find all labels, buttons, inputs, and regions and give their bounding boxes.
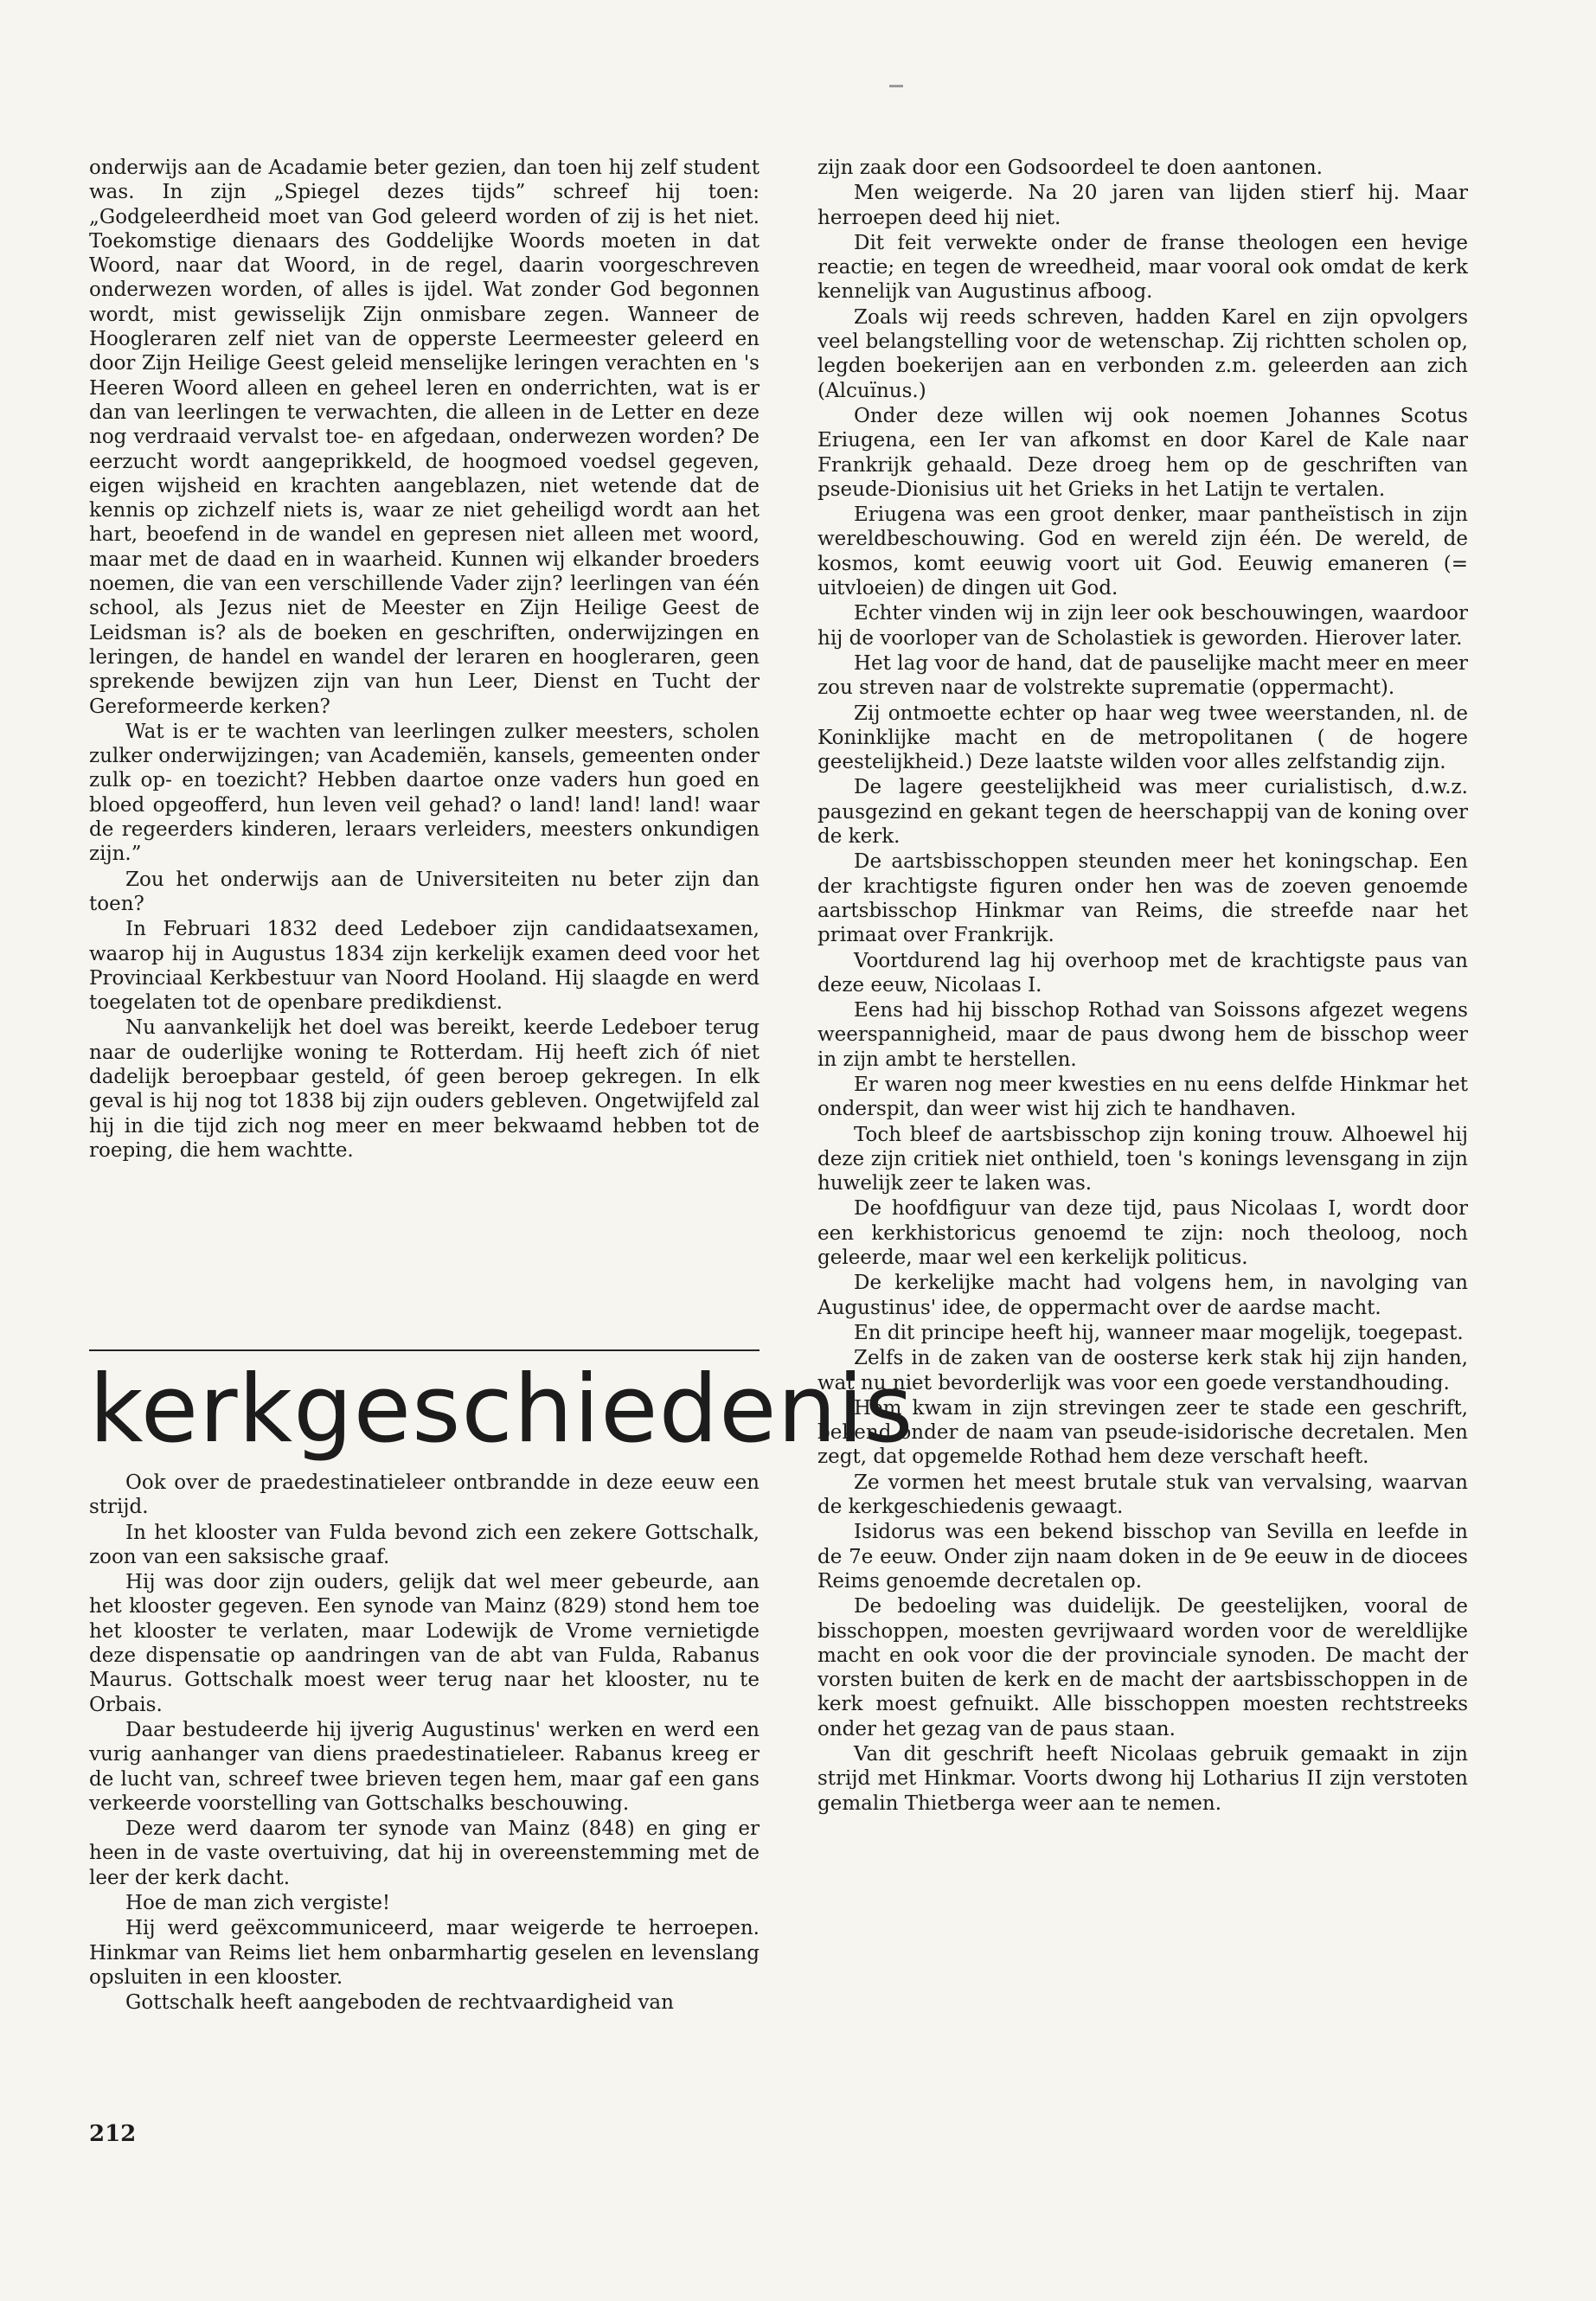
paragraph: Nu aanvankelijk het doel was bereikt, keerde Ledeboer terug naar de ouderlijke woning te Rotterdam. Hij heeft zich óf niet dadelijk beroepbaar gesteld, óf geen beroep gekregen. In elk geval is hij nog tot 1838 bij zijn ouders gebleven. Ongetwijfeld zal hij in die tijd zich nog meer en meer bekwaamd hebben tot de roeping, die hem wachtte. — [89, 1016, 760, 1162]
left-column-bottom — [89, 1471, 760, 2016]
paragraph: Er waren nog meer kwesties en nu eens delfde Hinkmar het onderspit, dan weer wist hij zich te handhaven. — [817, 1073, 1468, 1121]
paragraph: Isidorus was een bekend bisschop van Sevilla en leefde in de 7e eeuw. Onder zijn naam doken in de 9e eeuw in de diocees Reims genoemde decretalen op. — [817, 1521, 1468, 1593]
paragraph: Eriugena was een groot denker, maar pantheïstisch in zijn wereldbeschouwing. God en wereld zijn één. De wereld, de kosmos, komt eeuwig voort uit God. Eeuwig emaneren (= uitvloeien) de dingen uit God. — [817, 503, 1468, 600]
paragraph: Hij werd geëxcommuniceerd, maar weigerde te herroepen. Hinkmar van Reims liet hem onbarmhartig geselen en levenslang opsluiten in een klooster. — [89, 1917, 760, 1989]
page-number: 212 — [89, 2121, 137, 2147]
paragraph: Wat is er te wachten van leerlingen zulker meesters, scholen zulker onderwijzingen; van Academiën, kansels, gemeenten onder zulk op- en toezicht? Hebben daartoe onze vaders hun goed en bloed opgeofferd, hun leven veil gehad? o land! land! land! waar de regeerders kinderen, leraars verleiders, meesters onkundigen zijn.” — [89, 720, 760, 866]
paragraph: Eens had hij bisschop Rothad van Soissons afgezet wegens weerspannigheid, maar de paus dwong hem de bisschop weer in zijn ambt te herstellen. — [817, 999, 1468, 1071]
page-mark — [889, 85, 903, 87]
paragraph: Daar bestudeerde hij ijverig Augustinus' werken en werd een vurig aanhanger van diens praedestinatieleer. Rabanus kreeg er de lucht van, schreef twee brieven tegen hem, maar gaf een gans verkeerde voorstelling van Gottschalks beschouwing. — [89, 1718, 760, 1815]
paragraph: Deze werd daarom ter synode van Mainz (848) en ging er heen in de vaste overtuiving, dat hij in overeenstemming met de leer der kerk dacht. — [89, 1817, 760, 1889]
paragraph: Hem kwam in zijn strevingen zeer te stade een geschrift, bekend onder de naam van pseude-isidorische decretalen. Men zegt, dat opgemelde Rothad hem deze verschaft heeft. — [817, 1396, 1468, 1469]
paragraph: In Februari 1832 deed Ledeboer zijn candidaatsexamen, waarop hij in Augustus 1834 zijn kerkelijk examen deed voor het Provinciaal Kerkbestuur van Noord Hooland. Hij slaagde en werd toegelaten tot de openbare predikdienst. — [89, 918, 760, 1015]
paragraph: Ook over de praedestinatieleer ontbrandde in deze eeuw een strijd. — [89, 1471, 760, 1519]
paragraph: Toch bleef de aartsbisschop zijn koning trouw. Alhoewel hij deze zijn critiek niet onthield, toen 's konings levensgang in zijn huwelijk zeer te laken was. — [817, 1123, 1468, 1195]
paragraph: Dit feit verwekte onder de franse theologen een hevige reactie; en tegen de wreedheid, maar vooral ook omdat de kerk kennelijk van Augustinus afboog. — [817, 231, 1468, 304]
right-column — [817, 156, 1468, 1817]
paragraph: Men weigerde. Na 20 jaren van lijden stierf hij. Maar herroepen deed hij niet. — [817, 182, 1468, 229]
paragraph: De hoofdfiguur van deze tijd, paus Nicolaas I, wordt door een kerkhistoricus genoemd te zijn: noch theoloog, noch geleerde, maar wel een kerkelijk politicus. — [817, 1197, 1468, 1270]
paragraph: Hij was door zijn ouders, gelijk dat wel meer gebeurde, aan het klooster gegeven. Een synode van Mainz (829) stond hem toe het klooster te verlaten, maar Lodewijk de Vrome vernietigde deze dispensatie op aandringen van de abt van Fulda, Rabanus Maurus. Gottschalk moest weer terug naar het klooster, nu te Orbais. — [89, 1571, 760, 1716]
paragraph: Gottschalk heeft aangeboden de rechtvaardigheid van — [125, 1991, 674, 2015]
paragraph: Ze vormen het meest brutale stuk van vervalsing, waarvan de kerkgeschiedenis gewaagt. — [817, 1471, 1468, 1519]
paragraph: De bedoeling was duidelijk. De geestelijken, vooral de bisschoppen, moesten gevrijwaard worden voor de wereldlijke macht en ook voor die der provinciale synoden. De macht der vorsten buiten de kerk en de macht der aartsbisschoppen in de kerk moest gefnuikt. Alle bisschoppen moesten rechtstreeks onder het gezag van de paus staan. — [817, 1595, 1468, 1740]
paragraph: Hoe de man zich vergiste! — [125, 1892, 391, 1915]
section-title: kerkgeschiedenis — [89, 1356, 914, 1464]
paragraph: De aartsbisschoppen steunden meer het koningschap. Een der krachtigste figuren onder hen was de zoeven genoemde aartsbisschop Hinkmar van Reims, die streefde naar het primaat over Frankrijk. — [817, 850, 1468, 947]
paragraph: Voortdurend lag hij overhoop met de krachtigste paus van deze eeuw, Nicolaas I. — [817, 949, 1468, 997]
paragraph: Echter vinden wij in zijn leer ook beschouwingen, waardoor hij de voorloper van de Scholastiek is geworden. Hierover later. — [817, 602, 1468, 650]
paragraph: En dit principe heeft hij, wanneer maar mogelijk, toegepast. — [854, 1321, 1464, 1344]
paragraph: Zij ontmoette echter op haar weg twee weerstanden, nl. de Koninklijke macht en de metropolitanen ( de hogere geestelijkheid.) Deze laatste wilden voor alles zelfstandig zijn. — [817, 702, 1468, 774]
paragraph: Zou het onderwijs aan de Universiteiten nu beter zijn dan toen? — [89, 868, 760, 915]
paragraph: onderwijs aan de Acadamie beter gezien, dan toen hij zelf student was. In zijn „Spiegel dezes tijds” schreef hij toen: „Godgeleerdheid moet van God geleerd worden of zij is het niet. Toekomstige dienaars des Goddelijke Woords moeten in dat Woord, naar dat Woord, in de regel, daarin voorgeschreven onderwezen worden, of alles is ijdel. Wat zonder God begonnen wordt, mist gewisselijk Zijn onmisbare zegen. Wanneer de Hoogleraren zelf niet van de opperste Leermeester geleerd en door Zijn Heilige Geest geleid menselijke leringen verachten en 's Heeren Woord alleen en geheel leren en onderrichten, wat is er dan van leerlingen te verwachten, die alleen in de Letter en deze nog verdraaid vervalst toe- en afgedaan, onderwezen worden? De eerzucht wordt aangeprikkeld, de hoogmoed voedsel gegeven, eigen wijsheid en krachten aangeblazen, niet wetende dat de kennis op zichzelf niets is, waar ze niet geheiligd wordt aan het hart, beoefend in de wandel en gepresen niet alleen met woord, maar met de daad en in waarheid. Kunnen wij elkander broeders noemen, die van een verschillende Vader zijn? leerlingen van één school, als Jezus niet de Meester en Zijn Heilige Geest de Leidsman is? als de boeken en geschriften, onderwijzingen en leringen, de handel en wandel der leraren en hoogleraren, geen sprekende bewijzen zijn van hun Leer, Dienst en Tucht der Gereformeerde kerken? — [89, 157, 760, 718]
paragraph: Het lag voor de hand, dat de pauselijke macht meer en meer zou streven naar de volstrekte suprematie (oppermacht). — [817, 651, 1468, 700]
paragraph: In het klooster van Fulda bevond zich een zekere Gottschalk, zoon van een saksische graaf. — [89, 1521, 760, 1568]
paragraph: Zelfs in de zaken van de oosterse kerk stak hij zijn handen, wat nu niet bevorderlijk was voor een goede verstandhouding. — [817, 1347, 1468, 1394]
paragraph: Van dit geschrift heeft Nicolaas gebruik gemaakt in zijn strijd met Hinkmar. Voorts dwong hij Lotharius II zijn verstoten gemalin Thietberga weer aan te nemen. — [817, 1743, 1468, 1815]
left-column-top — [89, 156, 760, 1163]
paragraph: De lagere geestelijkheid was meer curialistisch, d.w.z. pausgezind en gekant tegen de heerschappij van de koning over de kerk. — [817, 776, 1468, 849]
paragraph: Onder deze willen wij ook noemen Johannes Scotus Eriugena, een Ier van afkomst en door Karel de Kale naar Frankrijk gehaald. Deze droeg hem op de geschriften van pseude-Dionisius uit het Grieks in het Latijn te vertalen. — [817, 404, 1468, 501]
paragraph: zijn zaak door een Godsoordeel te doen aantonen. — [817, 157, 1323, 179]
section-divider — [89, 1349, 760, 1351]
paragraph: De kerkelijke macht had volgens hem, in navolging van Augustinus' idee, de oppermacht over de aardse macht. — [817, 1272, 1468, 1319]
paragraph: Zoals wij reeds schreven, hadden Karel en zijn opvolgers veel belangstelling voor de wetenschap. Zij richtten scholen op, legden boekerijen aan en verbonden z.m. geleerden aan zich (Alcuïnus.) — [817, 305, 1468, 402]
